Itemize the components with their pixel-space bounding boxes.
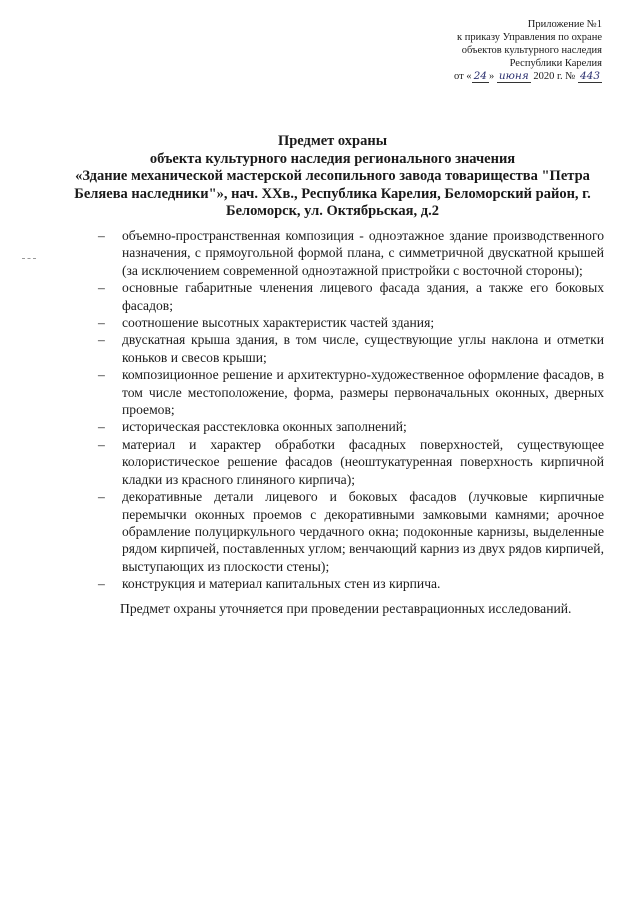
list-item-text: основные габаритные членения лицевого фасада здания, а также его боковых фасадов; (122, 280, 604, 313)
list-item (98, 575, 604, 592)
date-day-handwritten: 24 (473, 70, 487, 82)
list-item-text: конструкция и материал капитальных стен из кирпича. (122, 576, 441, 592)
bullet-dash: – (98, 436, 105, 452)
list-item-text: композиционное решение и архитектурно-художественное оформление фасадов, в том числе местоположение, форма, размеры первоначальных оконных, дверных проемов; (122, 367, 604, 418)
bullet-dash: – (98, 315, 105, 331)
date-prefix: от « (453, 71, 472, 82)
bullet-dash: – (98, 228, 105, 243)
list-item (98, 314, 604, 331)
title-line-4: Беляева наследники"», нач. XXв., Республика Карелия, Беломорский район, г. (74, 185, 591, 202)
date-month-handwritten: июня (498, 70, 529, 82)
list-item (98, 418, 604, 435)
bullet-dash: – (98, 419, 105, 435)
list-item-text: двускатная крыша здания, в том числе, существующие углы наклона и отметки коньков и свесов крыши; (122, 332, 604, 365)
closing-note: Предмет охраны уточняется при проведении реставрационных исследований. (120, 601, 572, 616)
list-item (98, 227, 604, 279)
list-item (98, 436, 604, 488)
appendix-line-2: к приказу Управления по охране (457, 32, 602, 43)
protection-items-list (98, 227, 604, 593)
list-item-text: декоративные детали лицевого и боковых фасадов (лучковые кирпичные перемычки оконных проемов с декоративными замковыми камнями; арочное обрамление полуциркульного чердачного окна; подоконные карнизы, выделенные рядом кирпичей, поставленных углом; венчающий карниз из двух рядов кирпичей, выступающих из плоскости стены); (122, 489, 604, 574)
appendix-header (342, 18, 602, 83)
bullet-dash: – (98, 576, 105, 592)
title-line-2: объекта культурного наследия регионального значения (149, 150, 516, 167)
appendix-line-3: объектов культурного наследия (461, 45, 602, 56)
list-item (98, 331, 604, 366)
list-item (98, 279, 604, 314)
date-year: 2020 г. № (530, 71, 578, 82)
list-item (98, 488, 604, 575)
title-line-5: Беломорск, ул. Октябрьская, д.2 (226, 203, 439, 219)
title-line-3: «Здание механической мастерской лесопильного завода товарищества "Петра (75, 168, 590, 184)
document-title (60, 133, 605, 221)
date-mid: » (488, 71, 497, 82)
list-item-text: объемно-пространственная композиция - одноэтажное здание производственного назначения, с прямоугольной формой плана, с симметричной двускатной крышей (за исключением современной одноэтажной пристройки с восточной стороны); (122, 228, 604, 278)
list-item-text: материал и характер обработки фасадных поверхностей, существующее колористическое решение фасадов (неоштукатуренная поверхность кирпичной кладки из красного глиняного кирпича); (122, 436, 604, 487)
title-line-1: Предмет охраны (277, 133, 388, 149)
list-item-text: историческая расстекловка оконных заполнений; (122, 419, 407, 435)
appendix-line-4: Республики Карелия (509, 58, 602, 69)
bullet-dash: – (98, 367, 105, 383)
list-item-text: соотношение высотных характеристик частей здания; (122, 315, 435, 331)
margin-mark (22, 258, 36, 260)
list-item (98, 366, 604, 418)
bullet-dash: – (98, 489, 105, 505)
bullet-dash: – (98, 280, 105, 296)
order-number-handwritten: 443 (579, 70, 600, 82)
appendix-line-1: Приложение №1 (527, 19, 602, 30)
appendix-date-line (342, 70, 602, 83)
bullet-dash: – (98, 332, 105, 348)
